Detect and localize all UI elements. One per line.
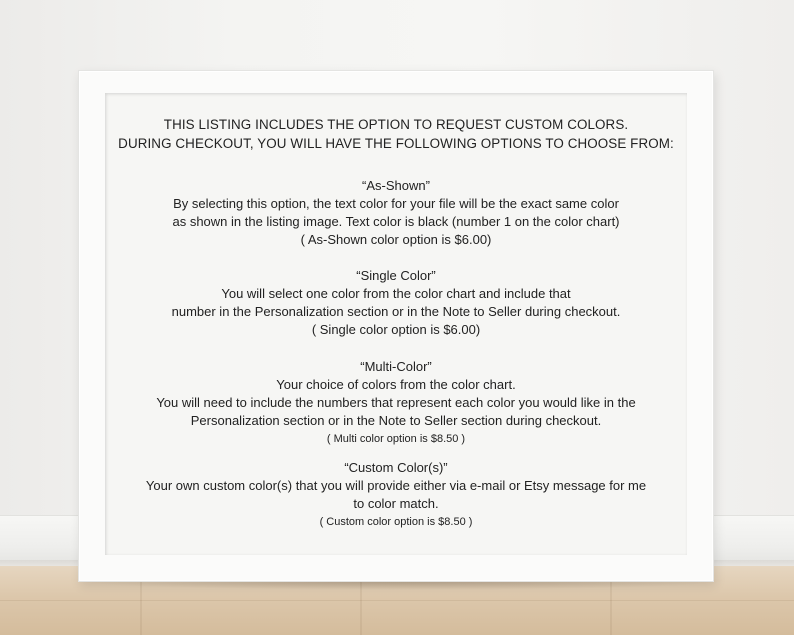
option-text-line: Personalization section or in the Note to Seller section during checkout. — [190, 413, 602, 428]
option-text-line: number in the Personalization section or in the Note to Seller during checkout. — [171, 304, 621, 319]
option-text-line: Your own custom color(s) that you will provide either via e-mail or Etsy message for me — [145, 478, 647, 493]
option-title: “Multi-Color” — [360, 359, 432, 374]
intro-line-1: THIS LISTING INCLUDES THE OPTION TO REQUEST CUSTOM COLORS. — [163, 117, 629, 132]
intro-line-2: DURING CHECKOUT, YOU WILL HAVE THE FOLLOWING OPTIONS TO CHOOSE FROM: — [118, 136, 674, 151]
color-options-print — [105, 93, 687, 555]
option-single-color — [105, 267, 687, 339]
picture-frame — [78, 70, 714, 582]
option-as-shown — [105, 177, 687, 249]
option-text-line: You will need to include the numbers that represent each color you would like in the — [156, 395, 636, 410]
option-price: ( Custom color option is $8.50 ) — [319, 516, 473, 528]
option-price: ( Multi color option is $8.50 ) — [326, 433, 466, 445]
option-text-line: By selecting this option, the text color for your file will be the exact same color — [173, 196, 619, 211]
option-multi-color — [105, 358, 687, 448]
intro-heading — [105, 115, 687, 153]
option-text-line: You will select one color from the color chart and include that — [221, 286, 571, 301]
option-text-line: as shown in the listing image. Text color is black (number 1 on the color chart) — [172, 214, 620, 229]
option-text-line: to color match. — [353, 496, 439, 511]
option-price: ( Single color option is $6.00) — [311, 322, 481, 337]
option-title: “Single Color” — [356, 268, 436, 283]
option-price: ( As-Shown color option is $6.00) — [300, 232, 492, 247]
option-title: “Custom Color(s)” — [344, 460, 448, 475]
floor-seam — [0, 600, 794, 601]
option-text-line: Your choice of colors from the color chart. — [276, 377, 516, 392]
print-mat — [105, 93, 687, 555]
option-title: “As-Shown” — [362, 178, 430, 193]
option-custom-colors — [105, 459, 687, 531]
